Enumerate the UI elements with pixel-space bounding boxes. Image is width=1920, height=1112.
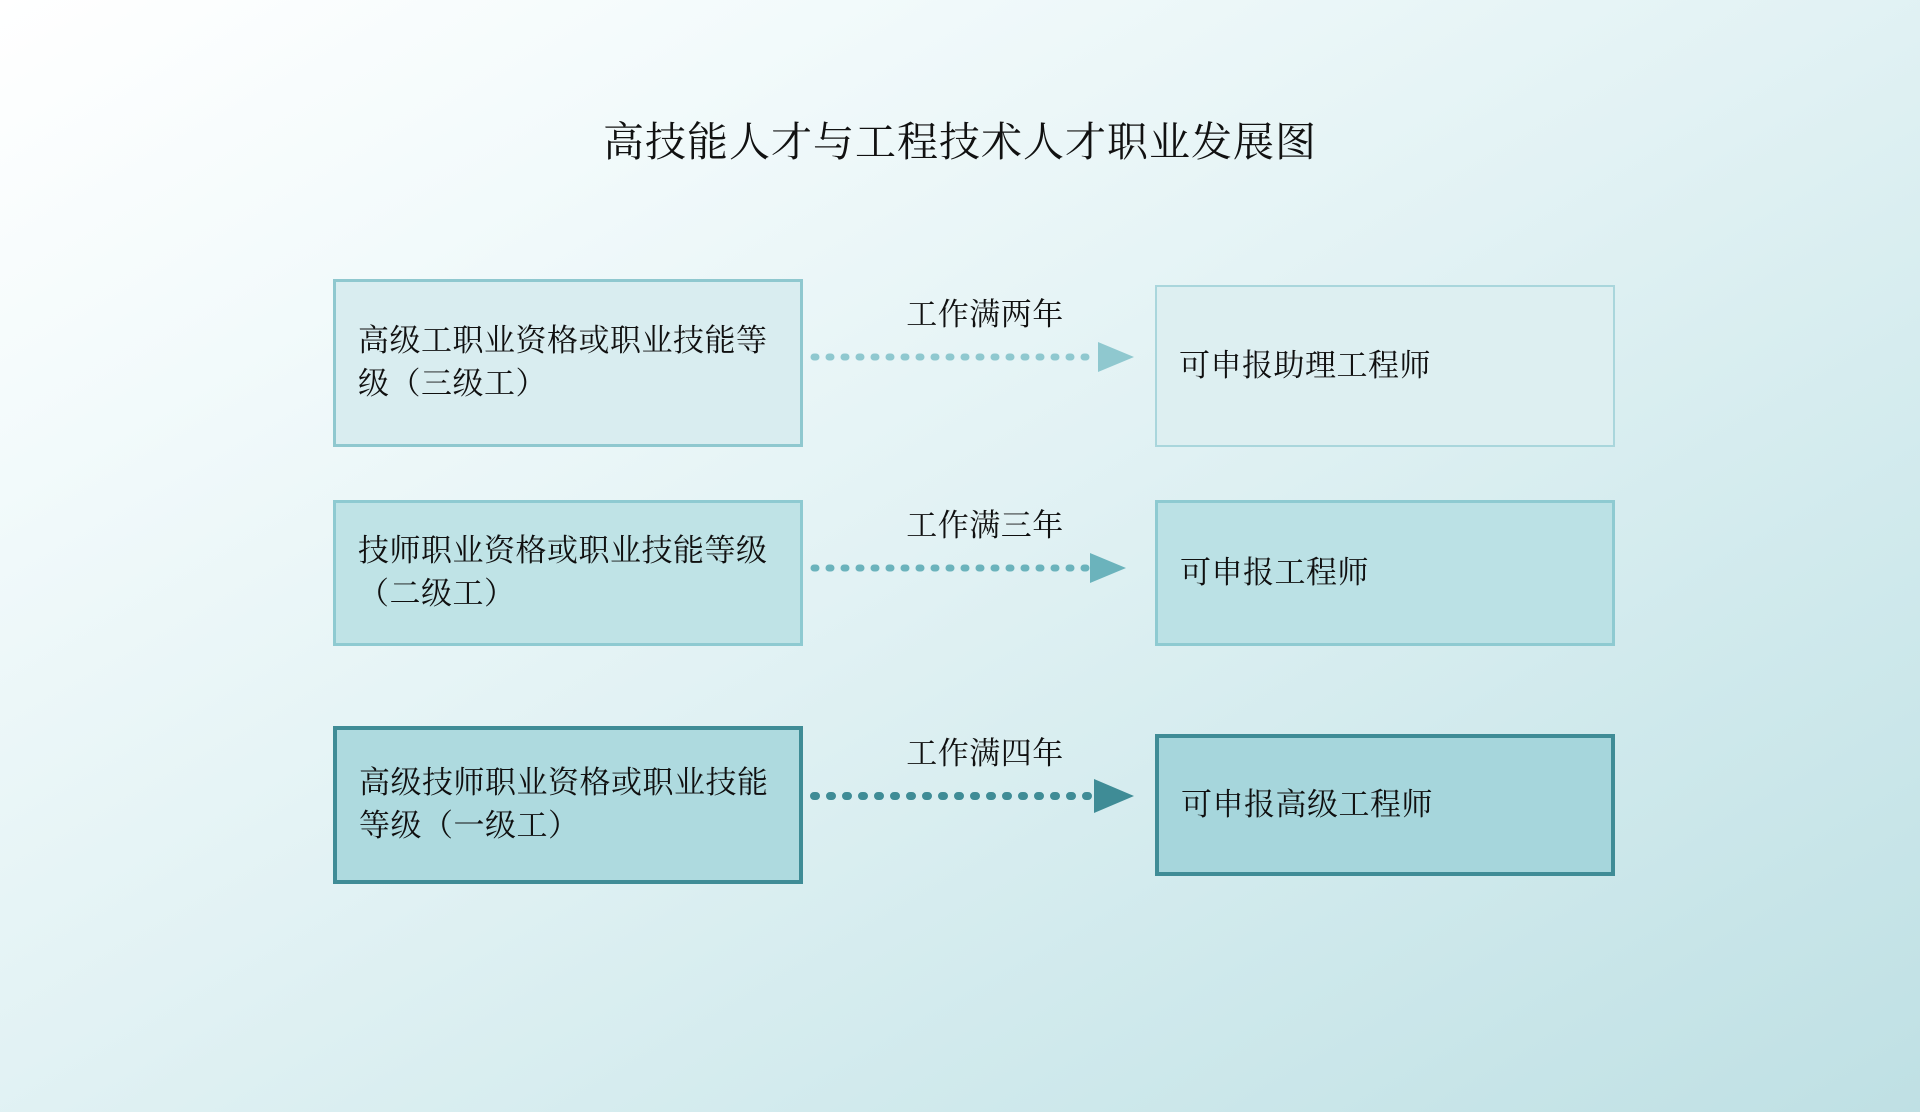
dotted-arrow-icon	[810, 548, 1160, 588]
qualification-box	[333, 500, 803, 646]
qualification-box-label: 高级工职业资格或职业技能等级（三级工）	[358, 323, 768, 401]
qualification-box	[333, 279, 803, 447]
outcome-box	[1155, 500, 1615, 646]
connector-label: 工作满两年	[906, 297, 1064, 332]
connector-label: 工作满四年	[906, 736, 1064, 771]
qualification-box-label: 高级技师职业资格或职业技能等级（一级工）	[359, 765, 769, 843]
outcome-box-label: 可申报工程师	[1180, 554, 1369, 590]
outcome-box-label: 可申报助理工程师	[1179, 347, 1431, 383]
connector-label: 工作满三年	[906, 508, 1064, 543]
dotted-arrow-icon	[810, 337, 1160, 377]
page-title: 高技能人才与工程技术人才职业发展图	[603, 119, 1317, 165]
qualification-box	[333, 726, 803, 884]
dotted-arrow-icon	[810, 776, 1160, 816]
outcome-box	[1155, 285, 1615, 447]
outcome-box-label: 可申报高级工程师	[1181, 786, 1433, 822]
qualification-box-label: 技师职业资格或职业技能等级（二级工）	[358, 533, 768, 611]
outcome-box	[1155, 734, 1615, 876]
